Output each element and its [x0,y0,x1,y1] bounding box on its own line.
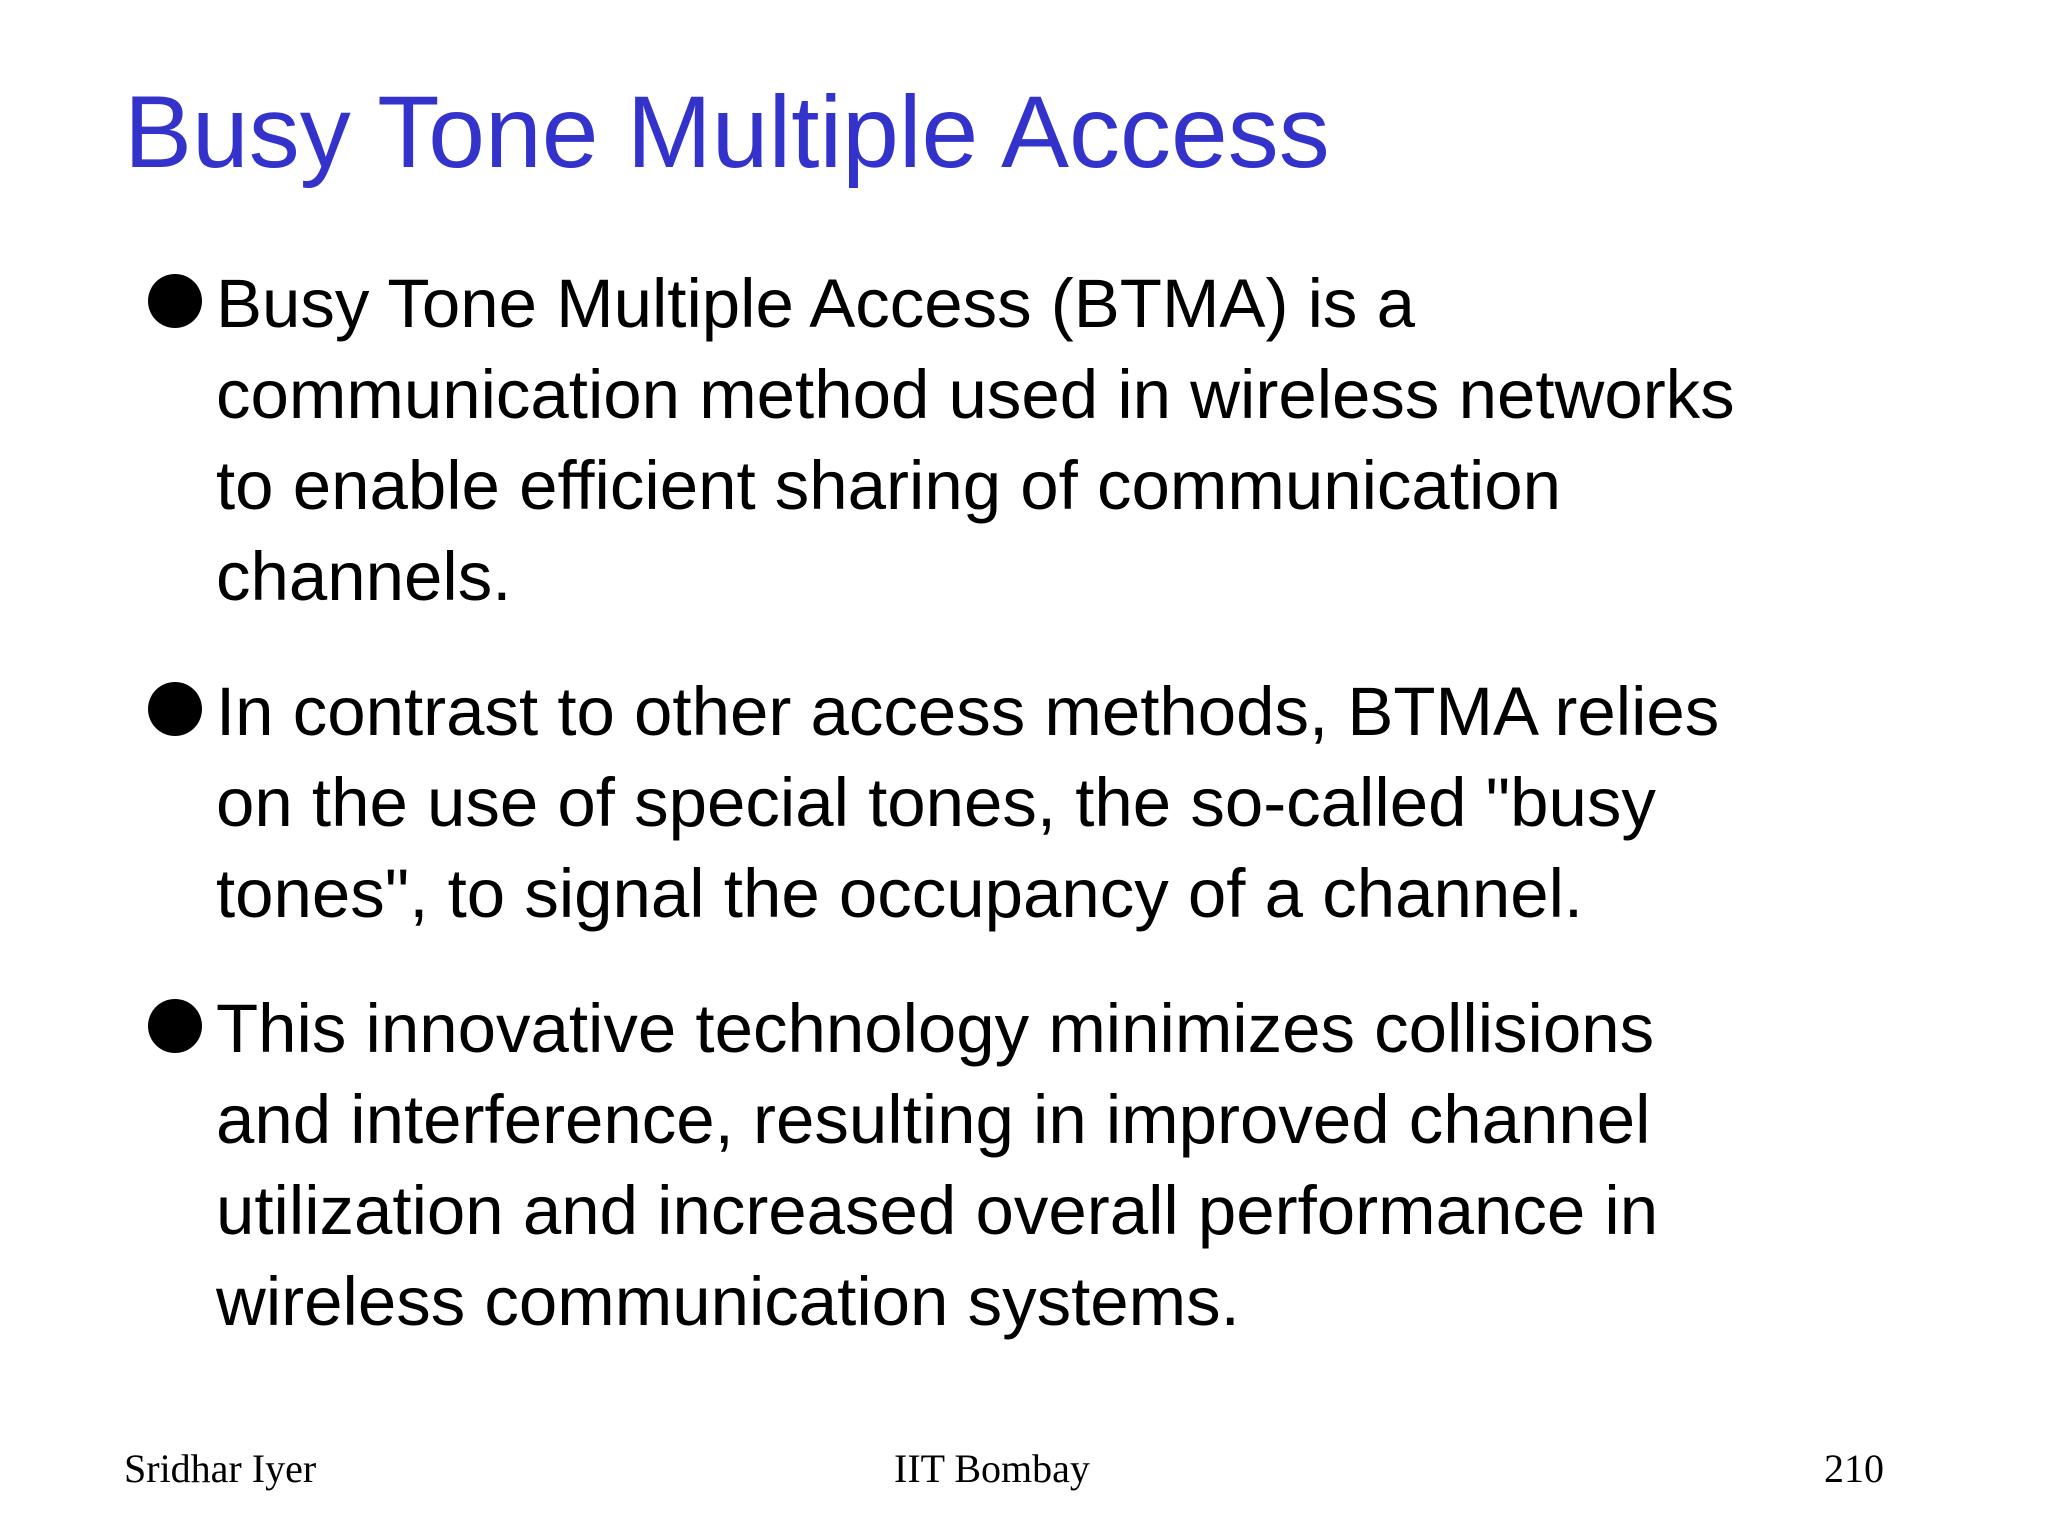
footer-author: Sridhar Iyer [124,1446,317,1491]
bullet-text: This innovative technology minimizes collisions and interference, resulting in improved channel utilization and increased overall performance in wireless communication systems. [216,990,1659,1340]
footer-page-number: 210 [1824,1446,1884,1491]
slide-title: Busy Tone Multiple Access [124,75,1330,189]
bullet-item [148,983,1988,1347]
bullet-dot-icon [148,682,202,736]
bullet-item [148,666,1988,939]
footer-institution: IIT Bombay [894,1446,1090,1491]
bullet-text: Busy Tone Multiple Access (BTMA) is a communication method used in wireless networks to enable efficient sharing of communication channels. [216,265,1735,615]
bullet-item [148,258,1988,622]
bullet-dot-icon [148,274,202,328]
bullet-list [148,258,1988,1347]
bullet-text: In contrast to other access methods, BTMA relies on the use of special tones, the so-called "busy tones", to signal the occupancy of a channel. [216,673,1720,932]
bullet-dot-icon [148,999,202,1053]
